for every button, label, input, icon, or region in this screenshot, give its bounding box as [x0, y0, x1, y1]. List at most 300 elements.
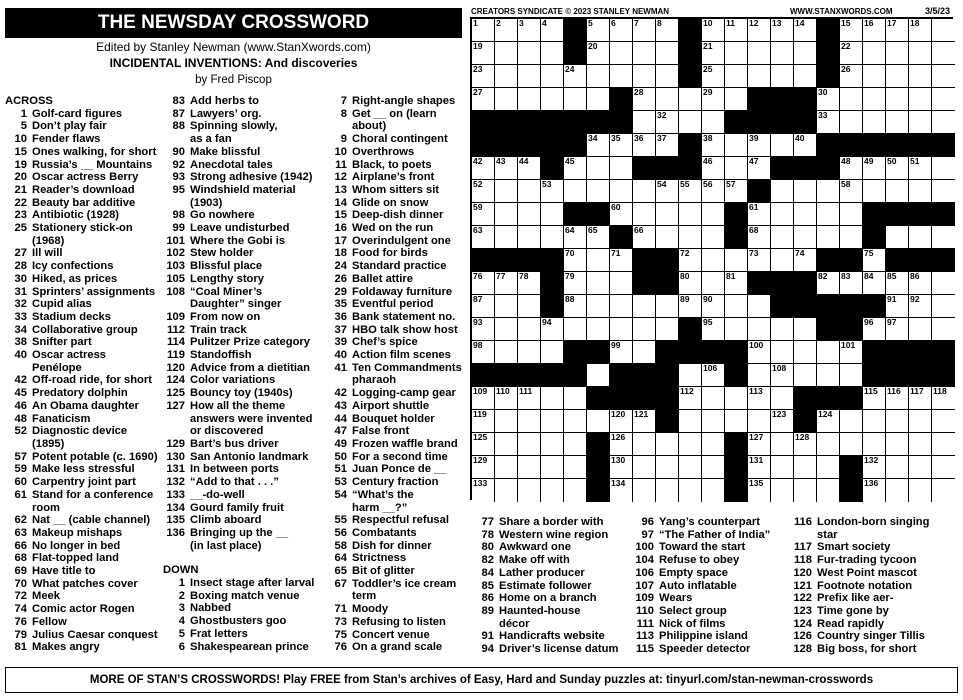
clue[interactable] — [163, 438, 333, 451]
grid-cell[interactable] — [909, 295, 932, 318]
grid-cell[interactable] — [564, 433, 587, 456]
grid-cell[interactable] — [863, 157, 886, 180]
grid-cell[interactable] — [748, 226, 771, 249]
grid-cell[interactable] — [702, 295, 725, 318]
grid-cell[interactable] — [748, 318, 771, 341]
grid-cell[interactable] — [794, 433, 817, 456]
grid-cell[interactable] — [909, 410, 932, 433]
clue[interactable] — [632, 580, 792, 593]
clue[interactable] — [5, 159, 165, 172]
clue[interactable] — [325, 641, 485, 654]
clue[interactable] — [632, 541, 792, 554]
clue[interactable] — [5, 171, 165, 184]
grid-cell[interactable] — [564, 226, 587, 249]
clue[interactable] — [163, 540, 333, 553]
grid-cell[interactable] — [771, 180, 794, 203]
clue[interactable] — [325, 527, 485, 540]
grid-cell[interactable] — [587, 226, 610, 249]
clue[interactable] — [5, 209, 165, 222]
grid-cell[interactable] — [909, 157, 932, 180]
clue[interactable] — [163, 324, 333, 337]
grid-cell[interactable] — [771, 456, 794, 479]
clue[interactable] — [472, 630, 632, 643]
clue[interactable] — [163, 247, 333, 260]
clue[interactable] — [163, 146, 333, 159]
grid-cell[interactable] — [794, 180, 817, 203]
clue[interactable] — [163, 400, 333, 413]
grid-cell[interactable] — [633, 134, 656, 157]
grid-cell[interactable] — [610, 65, 633, 88]
grid-cell[interactable] — [633, 456, 656, 479]
grid-cell[interactable] — [495, 318, 518, 341]
grid-cell[interactable] — [610, 410, 633, 433]
clue[interactable] — [163, 260, 333, 273]
grid-cell[interactable] — [863, 88, 886, 111]
clue[interactable] — [5, 616, 165, 629]
clue[interactable] — [163, 641, 333, 654]
clue[interactable] — [790, 592, 960, 605]
grid-cell[interactable] — [564, 180, 587, 203]
grid-cell[interactable] — [886, 479, 909, 502]
grid-cell[interactable] — [909, 226, 932, 249]
grid-cell[interactable] — [886, 180, 909, 203]
grid-cell[interactable] — [656, 65, 679, 88]
clue[interactable] — [472, 592, 632, 605]
grid-cell[interactable] — [587, 295, 610, 318]
grid-cell[interactable] — [495, 479, 518, 502]
grid-cell[interactable] — [817, 88, 840, 111]
grid-cell[interactable] — [771, 19, 794, 42]
grid-cell[interactable] — [495, 341, 518, 364]
grid-cell[interactable] — [886, 433, 909, 456]
grid-cell[interactable] — [633, 479, 656, 502]
grid-cell[interactable] — [518, 226, 541, 249]
clue[interactable] — [5, 463, 165, 476]
grid-cell[interactable] — [702, 433, 725, 456]
clue[interactable] — [5, 476, 165, 489]
clue[interactable] — [632, 567, 792, 580]
clue[interactable] — [632, 516, 792, 529]
grid-cell[interactable] — [587, 249, 610, 272]
grid-cell[interactable] — [610, 249, 633, 272]
clue[interactable] — [5, 438, 165, 451]
grid-cell[interactable] — [748, 456, 771, 479]
grid-cell[interactable] — [909, 479, 932, 502]
grid-cell[interactable] — [564, 295, 587, 318]
grid-cell[interactable] — [656, 226, 679, 249]
grid-cell[interactable] — [863, 479, 886, 502]
grid-cell[interactable] — [495, 295, 518, 318]
clue[interactable] — [790, 516, 960, 529]
clue[interactable] — [790, 529, 960, 542]
clue[interactable] — [632, 592, 792, 605]
clue[interactable] — [163, 235, 333, 248]
clue[interactable] — [163, 298, 333, 311]
clue[interactable] — [5, 527, 165, 540]
clue[interactable] — [5, 489, 165, 502]
grid-cell[interactable] — [633, 318, 656, 341]
clue[interactable] — [325, 476, 488, 489]
grid-cell[interactable] — [725, 42, 748, 65]
grid-cell[interactable] — [794, 456, 817, 479]
grid-cell[interactable] — [909, 42, 932, 65]
grid-cell[interactable] — [725, 134, 748, 157]
grid-cell[interactable] — [794, 19, 817, 42]
grid-cell[interactable] — [725, 318, 748, 341]
grid-cell[interactable] — [794, 134, 817, 157]
grid-cell[interactable] — [541, 19, 564, 42]
clue[interactable] — [5, 362, 165, 375]
grid-cell[interactable] — [817, 364, 840, 387]
clue[interactable] — [5, 590, 165, 603]
clue[interactable] — [5, 387, 165, 400]
grid-cell[interactable] — [587, 318, 610, 341]
grid-cell[interactable] — [633, 203, 656, 226]
clue[interactable] — [5, 324, 165, 337]
grid-cell[interactable] — [587, 157, 610, 180]
clue[interactable] — [325, 514, 485, 527]
clue[interactable] — [325, 247, 485, 260]
grid-cell[interactable] — [633, 88, 656, 111]
clue[interactable] — [163, 387, 333, 400]
grid-cell[interactable] — [518, 410, 541, 433]
grid-cell[interactable] — [909, 433, 932, 456]
grid-cell[interactable] — [909, 65, 932, 88]
clue[interactable] — [632, 529, 792, 542]
grid-cell[interactable] — [518, 88, 541, 111]
clue[interactable] — [5, 565, 165, 578]
clue[interactable] — [163, 311, 333, 324]
grid-cell[interactable] — [610, 272, 633, 295]
grid-cell[interactable] — [840, 341, 863, 364]
grid-cell[interactable] — [679, 203, 702, 226]
grid-cell[interactable] — [702, 42, 725, 65]
clue[interactable] — [325, 298, 485, 311]
grid-cell[interactable] — [886, 111, 909, 134]
clue[interactable] — [5, 235, 165, 248]
clue[interactable] — [632, 643, 792, 656]
grid-cell[interactable] — [656, 42, 679, 65]
clue[interactable] — [5, 603, 165, 616]
grid-cell[interactable] — [679, 180, 702, 203]
grid-cell[interactable] — [771, 433, 794, 456]
grid-cell[interactable] — [564, 387, 587, 410]
clue[interactable] — [325, 616, 485, 629]
grid-cell[interactable] — [495, 226, 518, 249]
grid-cell[interactable] — [725, 19, 748, 42]
grid-cell[interactable] — [679, 295, 702, 318]
grid-cell[interactable] — [863, 42, 886, 65]
clue[interactable] — [163, 133, 333, 146]
grid-cell[interactable] — [932, 387, 955, 410]
clue[interactable] — [5, 629, 165, 642]
grid-cell[interactable] — [702, 318, 725, 341]
grid-cell[interactable] — [863, 387, 886, 410]
grid-cell[interactable] — [495, 410, 518, 433]
grid-cell[interactable] — [886, 65, 909, 88]
clue[interactable] — [325, 184, 485, 197]
grid-cell[interactable] — [863, 180, 886, 203]
clue[interactable] — [163, 273, 333, 286]
grid-cell[interactable] — [909, 456, 932, 479]
grid-cell[interactable] — [679, 410, 702, 433]
clue[interactable] — [632, 630, 792, 643]
grid-cell[interactable] — [587, 19, 610, 42]
clue[interactable] — [790, 554, 960, 567]
clue[interactable] — [5, 552, 165, 565]
clue[interactable] — [472, 618, 632, 631]
clue[interactable] — [163, 108, 333, 121]
clue[interactable] — [5, 146, 165, 159]
clue[interactable] — [325, 362, 485, 375]
grid-cell[interactable] — [840, 272, 863, 295]
clue[interactable] — [163, 362, 333, 375]
grid-cell[interactable] — [725, 180, 748, 203]
grid-cell[interactable] — [794, 203, 817, 226]
grid-cell[interactable] — [564, 157, 587, 180]
grid-cell[interactable] — [518, 203, 541, 226]
clue[interactable] — [163, 489, 333, 502]
clue[interactable] — [325, 413, 485, 426]
grid-cell[interactable] — [610, 203, 633, 226]
grid-cell[interactable] — [863, 249, 886, 272]
grid-cell[interactable] — [748, 364, 771, 387]
grid-cell[interactable] — [518, 19, 541, 42]
grid-cell[interactable] — [610, 19, 633, 42]
grid-cell[interactable] — [679, 272, 702, 295]
footer-banner[interactable]: MORE OF STAN’S CROSSWORDS! Play FREE from Stan’s archives of Easy, Hard and Sunday puzzles at: tinyurl.com/stan-newman-crosswords — [5, 667, 958, 693]
clue[interactable] — [325, 374, 485, 387]
grid-cell[interactable] — [633, 19, 656, 42]
clue[interactable] — [163, 286, 333, 299]
crossword-grid[interactable] — [470, 17, 953, 500]
grid-cell[interactable] — [748, 295, 771, 318]
grid-cell[interactable] — [495, 65, 518, 88]
clue[interactable] — [5, 298, 165, 311]
clue[interactable] — [5, 413, 165, 426]
grid-cell[interactable] — [656, 134, 679, 157]
grid-cell[interactable] — [725, 65, 748, 88]
grid-cell[interactable] — [886, 19, 909, 42]
grid-cell[interactable] — [748, 42, 771, 65]
grid-cell[interactable] — [794, 318, 817, 341]
clue[interactable] — [325, 438, 485, 451]
grid-cell[interactable] — [725, 157, 748, 180]
grid-cell[interactable] — [541, 456, 564, 479]
grid-cell[interactable] — [702, 456, 725, 479]
grid-cell[interactable] — [840, 226, 863, 249]
clue[interactable] — [325, 171, 485, 184]
clue[interactable] — [325, 235, 485, 248]
grid-cell[interactable] — [587, 65, 610, 88]
clue[interactable] — [5, 197, 165, 210]
clue[interactable] — [5, 451, 165, 464]
clue[interactable] — [5, 336, 165, 349]
grid-cell[interactable] — [909, 111, 932, 134]
clue[interactable] — [5, 108, 165, 121]
grid-cell[interactable] — [748, 157, 771, 180]
clue[interactable] — [325, 502, 485, 515]
grid-cell[interactable] — [817, 203, 840, 226]
grid-cell[interactable] — [610, 479, 633, 502]
clue[interactable] — [163, 374, 333, 387]
clue[interactable] — [325, 209, 485, 222]
grid-cell[interactable] — [518, 65, 541, 88]
grid-cell[interactable] — [748, 134, 771, 157]
clue[interactable] — [325, 603, 485, 616]
grid-cell[interactable] — [817, 479, 840, 502]
clue[interactable] — [472, 567, 632, 580]
grid-cell[interactable] — [495, 88, 518, 111]
grid-cell[interactable] — [633, 341, 656, 364]
grid-cell[interactable] — [886, 456, 909, 479]
grid-cell[interactable] — [679, 88, 702, 111]
clue[interactable] — [163, 451, 333, 464]
grid-cell[interactable] — [863, 19, 886, 42]
grid-cell[interactable] — [679, 456, 702, 479]
clue[interactable] — [325, 260, 485, 273]
grid-cell[interactable] — [495, 180, 518, 203]
grid-cell[interactable] — [541, 203, 564, 226]
clue[interactable] — [325, 273, 485, 286]
clue[interactable] — [790, 567, 960, 580]
grid-cell[interactable] — [610, 180, 633, 203]
clue[interactable] — [472, 554, 632, 567]
clue[interactable] — [325, 590, 485, 603]
grid-cell[interactable] — [771, 364, 794, 387]
grid-cell[interactable] — [702, 111, 725, 134]
grid-cell[interactable] — [771, 387, 794, 410]
grid-cell[interactable] — [817, 272, 840, 295]
grid-cell[interactable] — [932, 19, 955, 42]
grid-cell[interactable] — [840, 410, 863, 433]
grid-cell[interactable] — [518, 157, 541, 180]
clue[interactable] — [163, 159, 333, 172]
grid-cell[interactable] — [840, 180, 863, 203]
clue[interactable] — [790, 580, 960, 593]
grid-cell[interactable] — [840, 42, 863, 65]
grid-cell[interactable] — [840, 157, 863, 180]
clue[interactable] — [163, 476, 333, 489]
clue[interactable] — [163, 527, 333, 540]
grid-cell[interactable] — [541, 318, 564, 341]
clue[interactable] — [790, 618, 960, 631]
grid-cell[interactable] — [656, 479, 679, 502]
grid-cell[interactable] — [771, 341, 794, 364]
clue[interactable] — [632, 554, 792, 567]
grid-cell[interactable] — [633, 111, 656, 134]
clue[interactable] — [325, 450, 488, 465]
grid-cell[interactable] — [725, 272, 748, 295]
clue[interactable] — [325, 95, 485, 108]
grid-cell[interactable] — [748, 203, 771, 226]
grid-cell[interactable] — [656, 88, 679, 111]
grid-cell[interactable] — [518, 387, 541, 410]
grid-cell[interactable] — [794, 364, 817, 387]
clue[interactable] — [632, 605, 792, 618]
grid-cell[interactable] — [679, 479, 702, 502]
grid-cell[interactable] — [610, 157, 633, 180]
grid-cell[interactable] — [748, 410, 771, 433]
grid-cell[interactable] — [656, 295, 679, 318]
clue[interactable] — [325, 540, 485, 553]
grid-cell[interactable] — [863, 318, 886, 341]
grid-cell[interactable] — [518, 272, 541, 295]
grid-cell[interactable] — [702, 65, 725, 88]
grid-cell[interactable] — [840, 88, 863, 111]
grid-cell[interactable] — [633, 180, 656, 203]
clue[interactable] — [5, 502, 165, 515]
clue[interactable] — [5, 425, 165, 438]
grid-cell[interactable] — [587, 410, 610, 433]
grid-cell[interactable] — [679, 387, 702, 410]
clue[interactable] — [163, 615, 333, 628]
grid-cell[interactable] — [909, 180, 932, 203]
grid-cell[interactable] — [702, 180, 725, 203]
clue[interactable] — [163, 184, 333, 197]
clue[interactable] — [5, 514, 165, 527]
grid-cell[interactable] — [863, 111, 886, 134]
grid-cell[interactable] — [702, 387, 725, 410]
grid-cell[interactable] — [495, 387, 518, 410]
grid-cell[interactable] — [610, 341, 633, 364]
grid-cell[interactable] — [932, 295, 955, 318]
clue[interactable] — [325, 425, 485, 438]
grid-cell[interactable] — [541, 65, 564, 88]
grid-cell[interactable] — [817, 456, 840, 479]
grid-cell[interactable] — [610, 42, 633, 65]
grid-cell[interactable] — [886, 410, 909, 433]
grid-cell[interactable] — [748, 19, 771, 42]
grid-cell[interactable] — [495, 42, 518, 65]
grid-cell[interactable] — [863, 65, 886, 88]
grid-cell[interactable] — [886, 226, 909, 249]
grid-cell[interactable] — [587, 272, 610, 295]
grid-cell[interactable] — [794, 341, 817, 364]
clue[interactable] — [325, 108, 485, 121]
clue[interactable] — [632, 618, 792, 631]
grid-cell[interactable] — [817, 180, 840, 203]
clue[interactable] — [472, 529, 632, 542]
grid-cell[interactable] — [932, 479, 955, 502]
grid-cell[interactable] — [495, 456, 518, 479]
grid-cell[interactable] — [702, 249, 725, 272]
clue[interactable] — [790, 605, 960, 618]
grid-cell[interactable] — [702, 479, 725, 502]
grid-cell[interactable] — [610, 318, 633, 341]
grid-cell[interactable] — [495, 157, 518, 180]
grid-cell[interactable] — [771, 249, 794, 272]
clue[interactable] — [325, 578, 485, 591]
clue[interactable] — [5, 400, 165, 413]
grid-cell[interactable] — [518, 479, 541, 502]
grid-cell[interactable] — [633, 42, 656, 65]
grid-cell[interactable] — [564, 410, 587, 433]
clue[interactable] — [5, 273, 165, 286]
grid-cell[interactable] — [771, 203, 794, 226]
grid-cell[interactable] — [564, 249, 587, 272]
grid-cell[interactable] — [725, 88, 748, 111]
clue[interactable] — [472, 516, 632, 529]
clue[interactable] — [5, 578, 165, 591]
grid-cell[interactable] — [748, 341, 771, 364]
grid-cell[interactable] — [541, 410, 564, 433]
clue[interactable] — [163, 425, 333, 438]
clue[interactable] — [325, 552, 485, 565]
grid-cell[interactable] — [587, 134, 610, 157]
clue[interactable] — [472, 541, 632, 554]
grid-cell[interactable] — [725, 295, 748, 318]
